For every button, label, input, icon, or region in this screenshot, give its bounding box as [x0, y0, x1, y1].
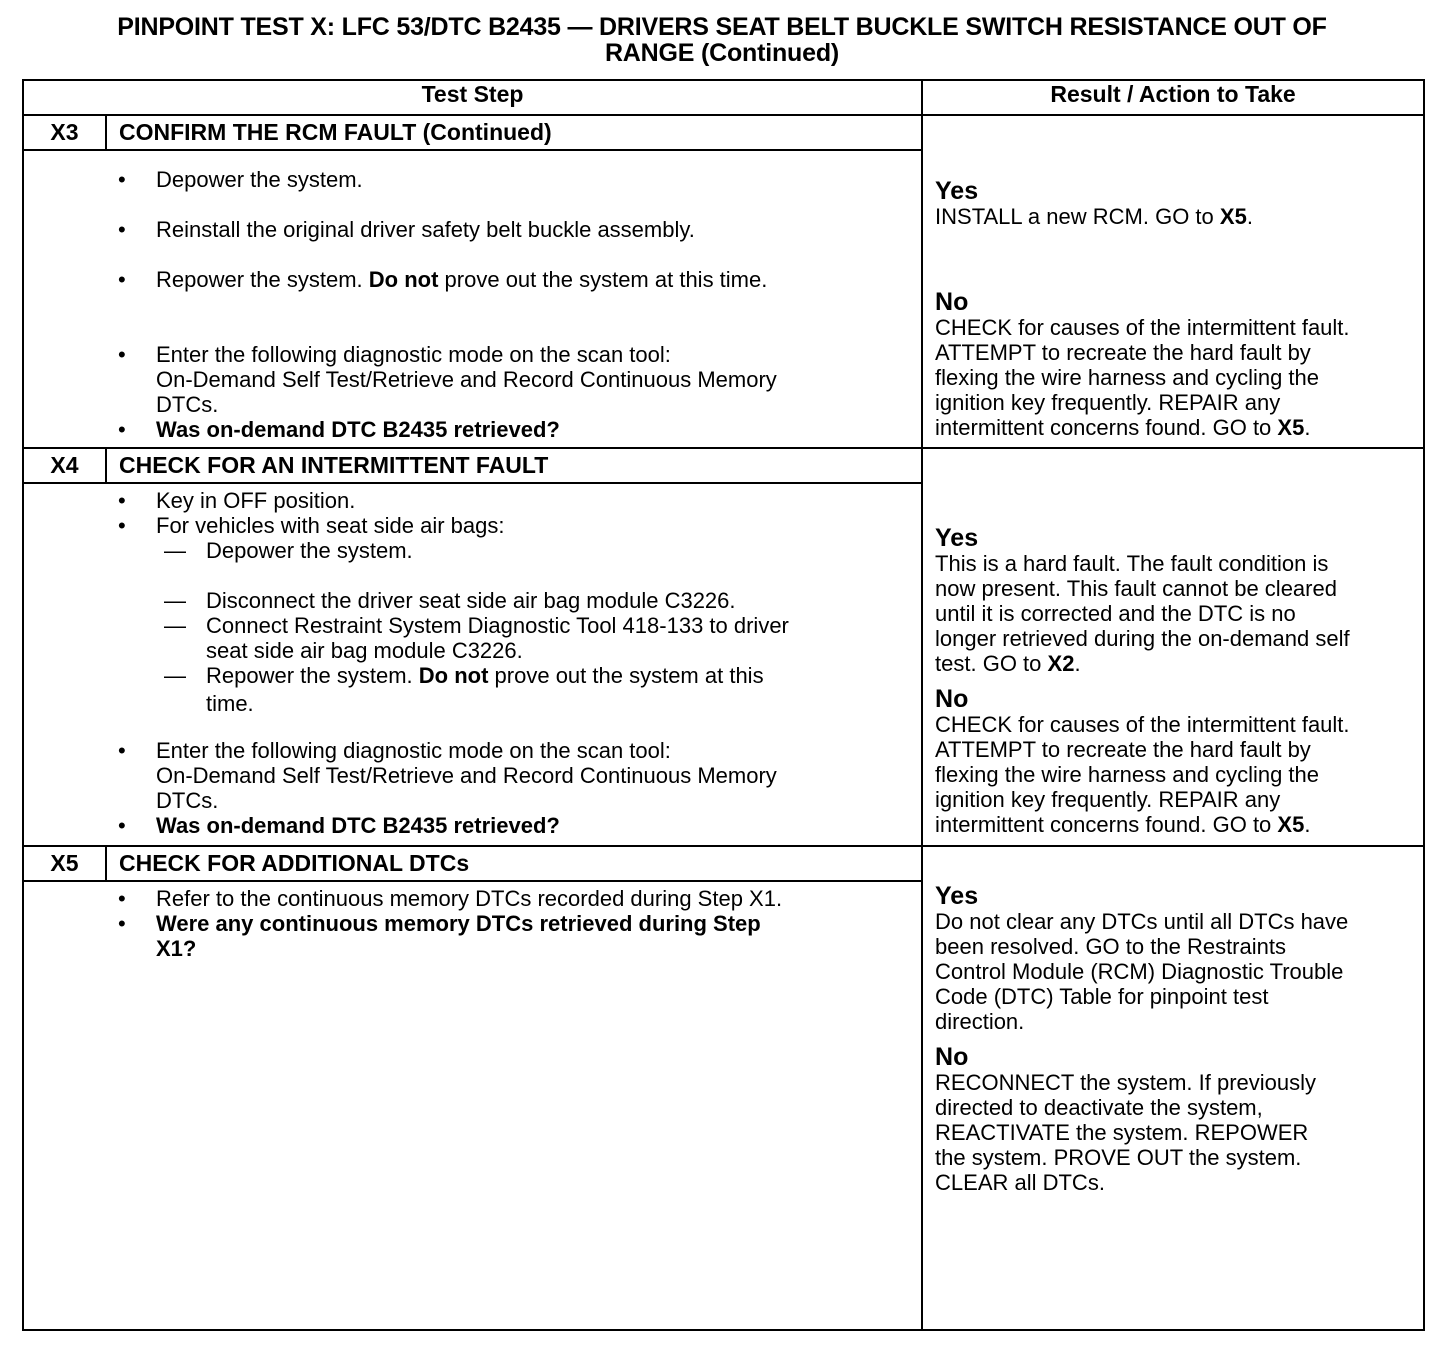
list-item: • Key in OFF position. [24, 488, 921, 513]
step-body-x3 [23, 150, 922, 448]
sub-list-item: — Depower the system. [24, 538, 921, 563]
step-id: X5 [23, 846, 106, 881]
list-item: • Reinstall the original driver safety belt buckle assembly. [24, 217, 921, 242]
list-item: • Repower the system. Do not prove out the system at this time. [24, 267, 921, 292]
no-label: No [935, 1043, 969, 1071]
yes-label: Yes [935, 882, 979, 910]
sub-list-item: — Connect Restraint System Diagnostic Tool 418-133 to driver seat side air bag module C3226. [24, 613, 921, 663]
list-item: • Was on-demand DTC B2435 retrieved? [24, 813, 921, 838]
no-action: CHECK for causes of the intermittent fault. ATTEMPT to recreate the hard fault by flexing the wire harness and cycling the ignition key frequently. REPAIR any intermittent concerns found. GO to X5. [935, 712, 1350, 837]
no-label: No [935, 685, 969, 713]
step-body-x4 [23, 483, 922, 846]
list-item: • Depower the system. [24, 167, 921, 192]
yes-action: This is a hard fault. The fault condition is now present. This fault cannot be cleared until it is corrected and the DTC is no longer retrieved during the on-demand self test. GO to X2. [935, 551, 1350, 676]
step-row-x5-title [23, 846, 1424, 881]
step-reference: X2 [1047, 651, 1075, 676]
step-id: X4 [23, 448, 106, 483]
sub-list-item: — Disconnect the driver seat side air bag module C3226. [24, 588, 921, 613]
sub-list-item: — Repower the system. Do not prove out the system at this time. [24, 663, 921, 716]
step-id: X3 [23, 115, 106, 150]
step-title: CONFIRM THE RCM FAULT (Continued) [106, 115, 922, 150]
step-row-x3-title [23, 115, 1424, 150]
result-cell-x5 [922, 846, 1424, 1330]
pinpoint-test-table [22, 79, 1425, 1331]
yes-action: INSTALL a new RCM. GO to X5. [935, 204, 1253, 229]
list-item: • For vehicles with seat side air bags: [24, 513, 921, 538]
step-body-x5 [23, 881, 922, 1330]
step-title: CHECK FOR ADDITIONAL DTCs [106, 846, 922, 881]
list-item: • Enter the following diagnostic mode on the scan tool: On-Demand Self Test/Retrieve and Record Continuous Memory DTCs. [24, 738, 921, 813]
list-item: • Refer to the continuous memory DTCs recorded during Step X1. [24, 886, 921, 911]
page-title [0, 14, 1444, 66]
list-item: • Was on-demand DTC B2435 retrieved? [24, 417, 921, 442]
step-row-x4-title [23, 448, 1424, 483]
result-cell-x4 [922, 448, 1424, 846]
step-reference: X5 [1219, 204, 1247, 229]
yes-label: Yes [935, 524, 979, 552]
step-reference: X5 [1277, 415, 1305, 440]
no-action: CHECK for causes of the intermittent fault. ATTEMPT to recreate the hard fault by flexing the wire harness and cycling the ignition key frequently. REPAIR any intermittent concerns found. GO to X5. [935, 315, 1350, 440]
result-cell-x3 [922, 115, 1424, 448]
header-result-action: Result / Action to Take [922, 80, 1424, 115]
step-title: CHECK FOR AN INTERMITTENT FAULT [106, 448, 922, 483]
no-action: RECONNECT the system. If previously directed to deactivate the system, REACTIVATE the system. REPOWER the system. PROVE OUT the system. CLEAR all DTCs. [935, 1070, 1317, 1195]
yes-label: Yes [935, 177, 979, 205]
list-item: • Enter the following diagnostic mode on the scan tool: On-Demand Self Test/Retrieve and Record Continuous Memory DTCs. [24, 342, 921, 417]
no-label: No [935, 288, 969, 316]
step-reference: X5 [1277, 812, 1305, 837]
yes-action: Do not clear any DTCs until all DTCs have been resolved. GO to the Restraints Control Module (RCM) Diagnostic Trouble Code (DTC) Table for pinpoint test direction. [935, 909, 1349, 1034]
header-test-step: Test Step [23, 80, 922, 115]
title-line-2: RANGE (Continued) [604, 39, 840, 67]
list-item: • Were any continuous memory DTCs retrieved during Step X1? [24, 911, 921, 961]
table-header-row [23, 80, 1424, 115]
title-line-1: PINPOINT TEST X: LFC 53/DTC B2435 — DRIVERS SEAT BELT BUCKLE SWITCH RESISTANCE OUT OF [117, 13, 1327, 41]
